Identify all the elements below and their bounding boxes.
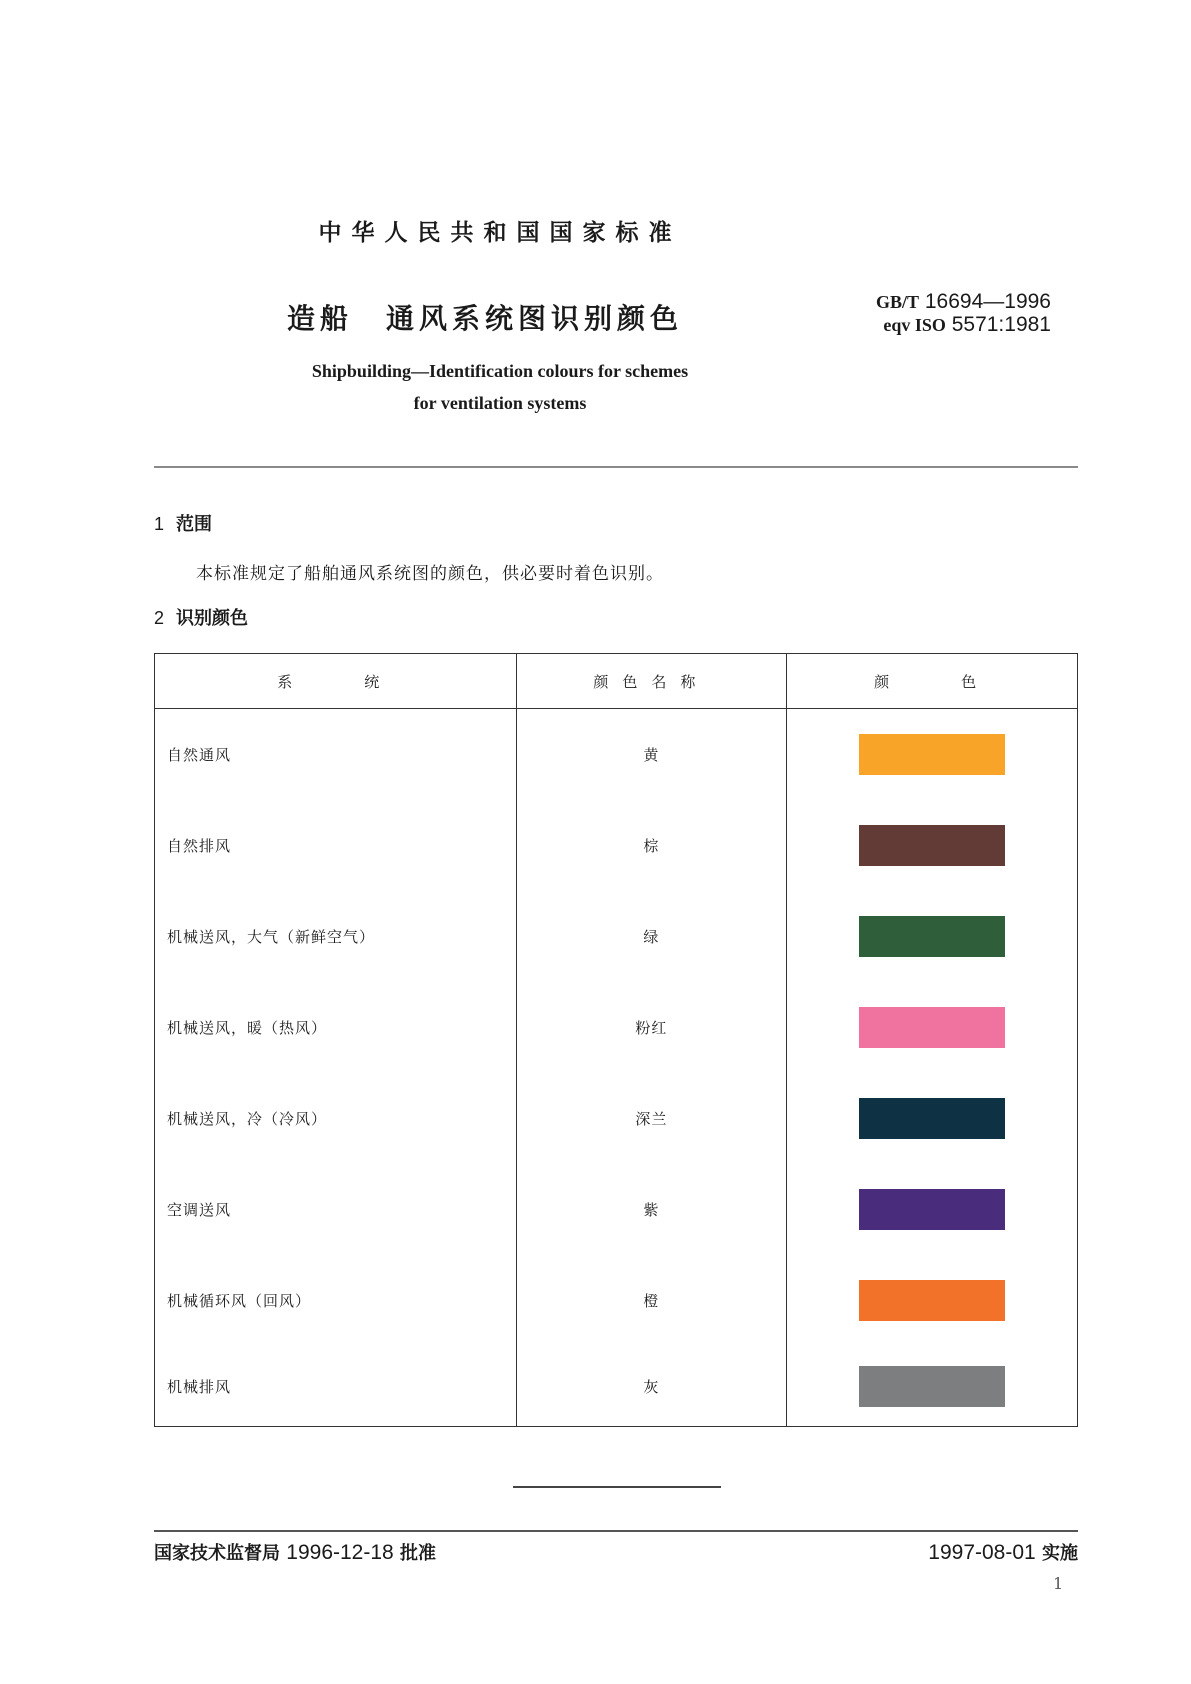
system-cell: 空调送风 (155, 1164, 517, 1255)
color-name-cell: 紫 (516, 1164, 787, 1255)
table-row (155, 982, 1078, 1073)
approval-label: 批准 (399, 1543, 436, 1564)
equivalent-number: 5571:1981 (951, 313, 1051, 336)
color-swatch (859, 1098, 1005, 1139)
color-swatch-cell (787, 1346, 1078, 1427)
table-header-row (155, 654, 1078, 709)
implementation-line (928, 1539, 1078, 1565)
approval-date: 1996-12-18 (286, 1541, 394, 1564)
color-name-cell: 棕 (516, 800, 787, 891)
color-swatch (859, 1280, 1005, 1321)
page-number: 1 (1053, 1574, 1064, 1593)
table-end-divider (513, 1486, 721, 1488)
section-2-heading (154, 604, 248, 630)
footer-divider (154, 1530, 1078, 1532)
table-row (155, 1073, 1078, 1164)
color-swatch (859, 1007, 1005, 1048)
color-swatch-cell (787, 1255, 1078, 1346)
equivalent-label: eqv ISO (883, 315, 946, 335)
equivalent-standard (883, 313, 1051, 337)
implementation-date: 1997-08-01 (928, 1541, 1036, 1564)
section-1-heading (154, 510, 212, 536)
approval-org: 国家技术监督局 (154, 1543, 280, 1564)
header-divider (154, 466, 1078, 468)
color-name-cell: 黄 (516, 709, 787, 801)
implementation-label: 实施 (1042, 1543, 1078, 1564)
color-name-cell: 灰 (516, 1346, 787, 1427)
system-cell: 自然排风 (155, 800, 517, 891)
standard-code (876, 290, 1051, 314)
header-color: 颜 色 (787, 654, 1078, 709)
header-system: 系 统 (155, 654, 517, 709)
system-cell: 机械送风，暖（热风） (155, 982, 517, 1073)
color-name-cell: 绿 (516, 891, 787, 982)
standard-code-label: GB/T (876, 292, 920, 312)
color-swatch-cell (787, 800, 1078, 891)
standard-code-number: 16694—1996 (924, 290, 1051, 313)
section-2-number: 2 (154, 608, 165, 628)
color-swatch-cell (787, 982, 1078, 1073)
identification-colors-table (154, 653, 1078, 1427)
color-name-cell: 深兰 (516, 1073, 787, 1164)
color-swatch (859, 825, 1005, 866)
table-row (155, 1255, 1078, 1346)
color-swatch-cell (787, 1073, 1078, 1164)
color-swatch (859, 916, 1005, 957)
title-en-line-2: for ventilation systems (413, 393, 587, 413)
system-cell: 自然通风 (155, 709, 517, 801)
color-swatch (859, 734, 1005, 775)
system-cell: 机械排风 (155, 1346, 517, 1427)
system-cell: 机械送风，冷（冷风） (155, 1073, 517, 1164)
title-en-line-1: Shipbuilding—Identification colours for schemes (311, 361, 689, 381)
standard-title-zh: 造船 通风系统图识别颜色 (287, 302, 684, 335)
color-swatch-cell (787, 709, 1078, 801)
section-1-text: 本标准规定了船舶通风系统图的颜色，供必要时着色识别。 (196, 564, 664, 584)
table-row (155, 1346, 1078, 1427)
header-color-name: 颜色名称 (516, 654, 787, 709)
table-row (155, 891, 1078, 982)
color-name-cell: 橙 (516, 1255, 787, 1346)
color-swatch-cell (787, 1164, 1078, 1255)
approval-line (154, 1539, 436, 1565)
system-cell: 机械送风，大气（新鲜空气） (155, 891, 517, 982)
system-cell: 机械循环风（回风） (155, 1255, 517, 1346)
color-name-cell: 粉红 (516, 982, 787, 1073)
color-swatch (859, 1189, 1005, 1230)
national-standard-heading: 中华人民共和国国家标准 (318, 220, 682, 246)
table-row (155, 800, 1078, 891)
table-row (155, 709, 1078, 801)
section-1-title: 范围 (176, 514, 213, 535)
section-1-number: 1 (154, 514, 165, 534)
color-swatch (859, 1366, 1005, 1407)
color-swatch-cell (787, 891, 1078, 982)
section-2-title: 识别颜色 (176, 608, 249, 629)
table-row (155, 1164, 1078, 1255)
